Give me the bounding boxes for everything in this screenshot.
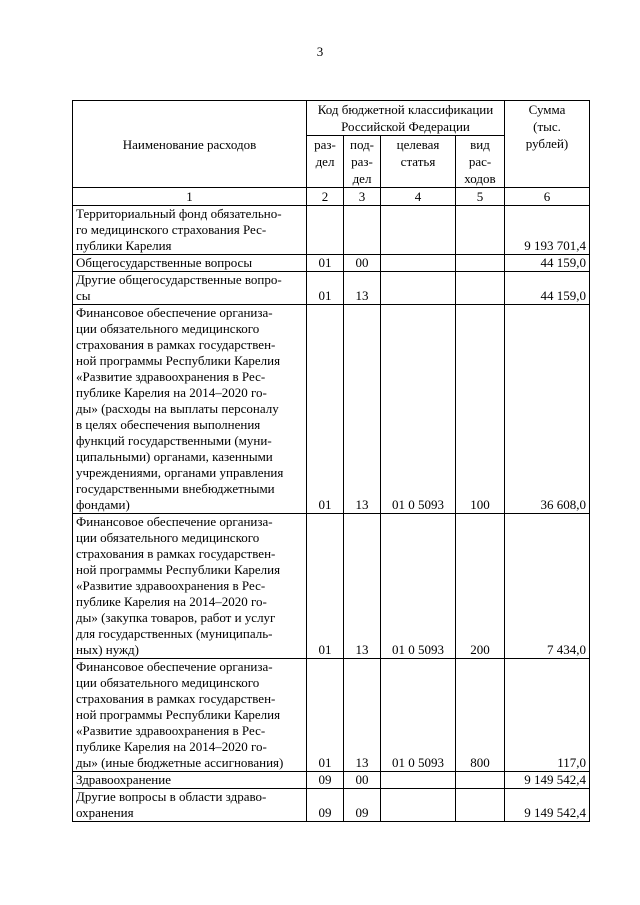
col-number: 2	[307, 188, 344, 206]
row-tselevaya: 01 0 5093	[381, 514, 456, 659]
col-number: 3	[344, 188, 381, 206]
header-tselevaya: целевая статья	[381, 136, 456, 188]
row-razdel: 01	[307, 255, 344, 272]
row-tselevaya: 01 0 5093	[381, 659, 456, 772]
row-vid	[456, 255, 505, 272]
row-vid	[456, 772, 505, 789]
header-name: Наименование расходов	[73, 101, 307, 188]
header-podrazdel: под- раз- дел	[344, 136, 381, 188]
header-code-group: Код бюджетной классификации Российской Федерации	[307, 101, 505, 136]
row-name: Здравоохранение	[73, 772, 307, 789]
row-tselevaya: 01 0 5093	[381, 305, 456, 514]
table-row	[73, 255, 590, 272]
row-podrazdel: 13	[344, 514, 381, 659]
row-sum: 44 159,0	[505, 272, 590, 305]
row-vid: 800	[456, 659, 505, 772]
header-col-numbers	[73, 188, 590, 206]
row-sum: 9 149 542,4	[505, 772, 590, 789]
table-row	[73, 272, 590, 305]
page-number: 3	[316, 44, 324, 59]
row-sum: 7 434,0	[505, 514, 590, 659]
row-podrazdel	[344, 206, 381, 255]
table-row	[73, 206, 590, 255]
row-tselevaya	[381, 789, 456, 822]
col-number: 4	[381, 188, 456, 206]
col-number: 1	[73, 188, 307, 206]
row-podrazdel: 09	[344, 789, 381, 822]
row-name: Финансовое обеспечение организа- ции обязательного медицинского страхования в рамках государствен- ной программы Республики Карелия «Развитие здравоохранения в Рес- публике Карелия на 2014–2020 го- ды» (закупка товаров, работ и услуг для государственных (муниципаль- ных) нужд)	[73, 514, 307, 659]
row-sum: 36 608,0	[505, 305, 590, 514]
header-sum: Сумма (тыс. рублей)	[505, 101, 590, 188]
row-razdel: 01	[307, 514, 344, 659]
row-podrazdel: 13	[344, 659, 381, 772]
row-sum: 9 149 542,4	[505, 789, 590, 822]
row-name: Финансовое обеспечение организа- ции обязательного медицинского страхования в рамках государствен- ной программы Республики Карелия «Развитие здравоохранения в Рес- публике Карелия на 2014–2020 го- ды» (расходы на выплаты персоналу в целях обеспечения выполнения функций государственными (муни- ципальными) органами, казенными учреждениями, органами управления государственными внебюджетными фондами)	[73, 305, 307, 514]
budget-table	[72, 100, 590, 822]
row-vid	[456, 206, 505, 255]
table-row	[73, 789, 590, 822]
row-tselevaya	[381, 255, 456, 272]
row-tselevaya	[381, 206, 456, 255]
col-number: 6	[505, 188, 590, 206]
row-vid	[456, 272, 505, 305]
col-number: 5	[456, 188, 505, 206]
row-podrazdel: 00	[344, 772, 381, 789]
table-row	[73, 514, 590, 659]
row-razdel: 01	[307, 659, 344, 772]
table-row	[73, 772, 590, 789]
row-razdel: 01	[307, 272, 344, 305]
header-razdel: раз- дел	[307, 136, 344, 188]
row-sum: 117,0	[505, 659, 590, 772]
row-tselevaya	[381, 772, 456, 789]
row-razdel: 09	[307, 789, 344, 822]
row-vid	[456, 789, 505, 822]
row-razdel: 01	[307, 305, 344, 514]
header-vid: вид рас- ходов	[456, 136, 505, 188]
header-row-1	[73, 101, 590, 136]
row-vid: 100	[456, 305, 505, 514]
row-podrazdel: 13	[344, 305, 381, 514]
row-sum: 44 159,0	[505, 255, 590, 272]
row-name: Общегосударственные вопросы	[73, 255, 307, 272]
row-podrazdel: 13	[344, 272, 381, 305]
row-name: Другие вопросы в области здраво- охранения	[73, 789, 307, 822]
table-row	[73, 305, 590, 514]
row-tselevaya	[381, 272, 456, 305]
row-vid: 200	[456, 514, 505, 659]
row-razdel: 09	[307, 772, 344, 789]
row-name: Финансовое обеспечение организа- ции обязательного медицинского страхования в рамках государствен- ной программы Республики Карелия «Развитие здравоохранения в Рес- публике Карелия на 2014–2020 го- ды» (иные бюджетные ассигнования)	[73, 659, 307, 772]
row-podrazdel: 00	[344, 255, 381, 272]
table-row	[73, 659, 590, 772]
row-sum: 9 193 701,4	[505, 206, 590, 255]
row-name: Территориальный фонд обязательно- го медицинского страхования Рес- публики Карелия	[73, 206, 307, 255]
row-razdel	[307, 206, 344, 255]
row-name: Другие общегосударственные вопро- сы	[73, 272, 307, 305]
